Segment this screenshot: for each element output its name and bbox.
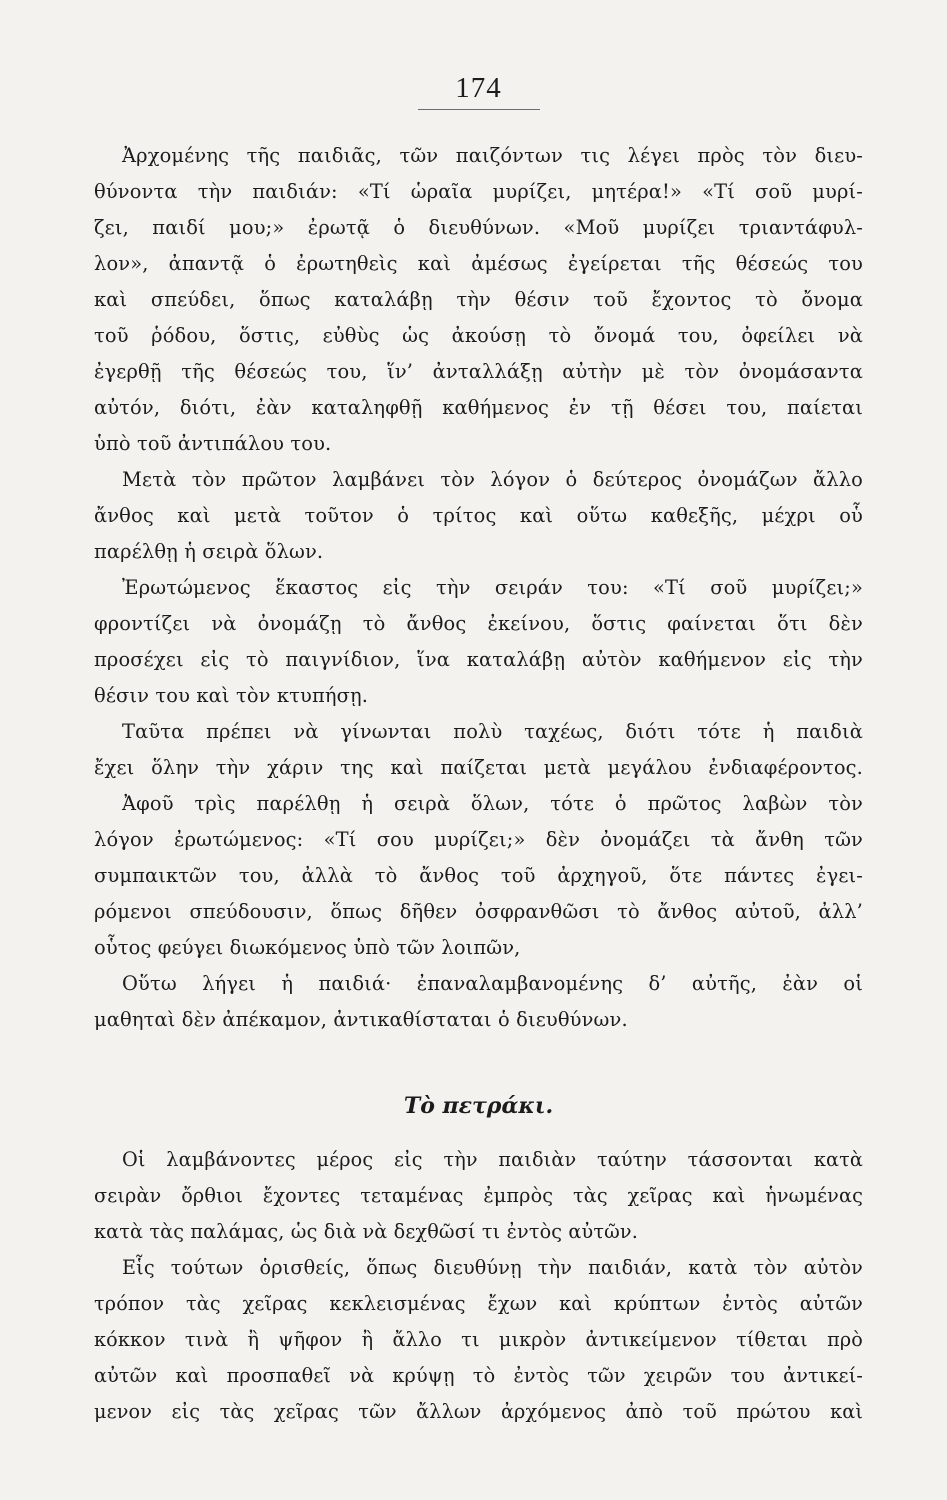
text-line: παρέλθῃ ἡ σειρὰ ὅλων.	[94, 540, 324, 563]
text-line: ρόμενοι σπεύδουσιν, ὅπως δῆθεν ὀσφρανθῶσι τὸ ἄνθος αὐτοῦ, ἀλλ’	[94, 900, 863, 923]
header-rule	[418, 109, 540, 110]
text-line: σειρὰν ὄρθιοι ἔχοντες τεταμένας ἐμπρὸς τὰς χεῖρας καὶ ἡνωμένας	[94, 1184, 863, 1207]
text-line: Ἀρχομένης τῆς παιδιᾶς, τῶν παιζόντων τις λέγει πρὸς τὸν διευ-	[122, 144, 863, 167]
text-line: κατὰ τὰς παλάμας, ὡς διὰ νὰ δεχθῶσί τι ἐντὸς αὐτῶν.	[94, 1220, 638, 1243]
text-line: Οἱ λαμβάνοντες μέρος εἰς τὴν παιδιὰν ταύτην τάσσονται κατὰ	[122, 1148, 863, 1171]
text-line: Μετὰ τὸν πρῶτον λαμβάνει τὸν λόγον ὁ δεύτερος ὀνομάζων ἄλλο	[122, 468, 863, 491]
text-line: λον», ἀπαντᾷ ὁ ἐρωτηθεὶς καὶ ἀμέσως ἐγείρεται τῆς θέσεώς του	[94, 252, 863, 275]
text-section-flower-game	[94, 138, 863, 1038]
text-line: Ἀφοῦ τρὶς παρέλθῃ ἡ σειρὰ ὅλων, τότε ὁ πρῶτος λαβὼν τὸν	[122, 792, 863, 815]
section-heading: Τὸ πετράκι.	[403, 1093, 554, 1119]
text-line: συμπαικτῶν του, ἀλλὰ τὸ ἄνθος τοῦ ἀρχηγοῦ, ὅτε πάντες ἐγει-	[94, 864, 863, 887]
text-line: ἐγερθῇ τῆς θέσεώς του, ἵν’ ἀνταλλάξῃ αὐτὴν μὲ τὸν ὀνομάσαντα	[94, 360, 863, 383]
text-section-pebble-game	[94, 1142, 863, 1430]
text-line: Ἐρωτώμενος ἕκαστος εἰς τὴν σειράν του: «Τί σοῦ μυρίζει;»	[122, 576, 863, 599]
text-line: ζει, παιδί μου;» ἐρωτᾷ ὁ διευθύνων. «Μοῦ μυρίζει τριαντάφυλ-	[94, 216, 863, 239]
text-line: μαθηταὶ δὲν ἀπέκαμον, ἀντικαθίσταται ὁ διευθύνων.	[94, 1008, 628, 1031]
text-line: φροντίζει νὰ ὀνομάζῃ τὸ ἄνθος ἐκείνου, ὅστις φαίνεται ὅτι δὲν	[94, 612, 863, 635]
text-line: αὐτόν, διότι, ἐὰν καταληφθῇ καθήμενος ἐν τῇ θέσει του, παίεται	[94, 396, 863, 419]
text-line: ἄνθος καὶ μετὰ τοῦτον ὁ τρίτος καὶ οὕτω καθεξῆς, μέχρι οὗ	[94, 504, 863, 527]
text-line: Οὕτω λήγει ἡ παιδιά· ἐπαναλαμβανομένης δ’ αὐτῆς, ἐὰν οἱ	[122, 972, 863, 995]
text-line: θύνοντα τὴν παιδιάν: «Τί ὡραῖα μυρίζει, μητέρα!» «Τί σοῦ μυρί-	[94, 180, 863, 203]
text-line: θέσιν του καὶ τὸν κτυπήσῃ.	[94, 684, 369, 707]
page-header	[94, 0, 863, 110]
text-line: προσέχει εἰς τὸ παιγνίδιον, ἵνα καταλάβῃ αὐτὸν καθήμενον εἰς τὴν	[94, 648, 863, 671]
text-line: καὶ σπεύδει, ὅπως καταλάβῃ τὴν θέσιν τοῦ ἔχοντος τὸ ὄνομα	[94, 288, 863, 311]
text-line: οὗτος φεύγει διωκόμενος ὑπὸ τῶν λοιπῶν,	[94, 936, 521, 959]
text-line: Ταῦτα πρέπει νὰ γίνωνται πολὺ ταχέως, διότι τότε ἡ παιδιὰ	[122, 720, 863, 743]
text-line: τοῦ ῥόδου, ὅστις, εὐθὺς ὡς ἀκούσῃ τὸ ὄνομά του, ὀφείλει νὰ	[94, 324, 863, 347]
text-line: μενον εἰς τὰς χεῖρας τῶν ἄλλων ἀρχόμενος ἀπὸ τοῦ πρώτου καὶ	[94, 1400, 863, 1423]
text-line: Εἷς τούτων ὁρισθείς, ὅπως διευθύνῃ τὴν παιδιάν, κατὰ τὸν αὐτὸν	[122, 1256, 863, 1279]
text-line: ὑπὸ τοῦ ἀντιπάλου του.	[94, 432, 332, 455]
text-line: αὐτῶν καὶ προσπαθεῖ νὰ κρύψῃ τὸ ἐντὸς τῶν χειρῶν του ἀντικεί-	[94, 1364, 863, 1387]
text-line: τρόπον τὰς χεῖρας κεκλεισμένας ἔχων καὶ κρύπτων ἐντὸς αὐτῶν	[94, 1292, 863, 1315]
text-line: λόγον ἐρωτώμενος: «Τί σου μυρίζει;» δὲν ὀνομάζει τὰ ἄνθη τῶν	[94, 828, 863, 851]
text-line: κόκκον τινὰ ἢ ψῆφον ἢ ἄλλο τι μικρὸν ἀντικείμενον τίθεται πρὸ	[94, 1328, 863, 1351]
text-line: ἔχει ὅλην τὴν χάριν της καὶ παίζεται μετὰ μεγάλου ἐνδιαφέροντος.	[94, 756, 863, 779]
page-number: 174	[455, 72, 502, 104]
